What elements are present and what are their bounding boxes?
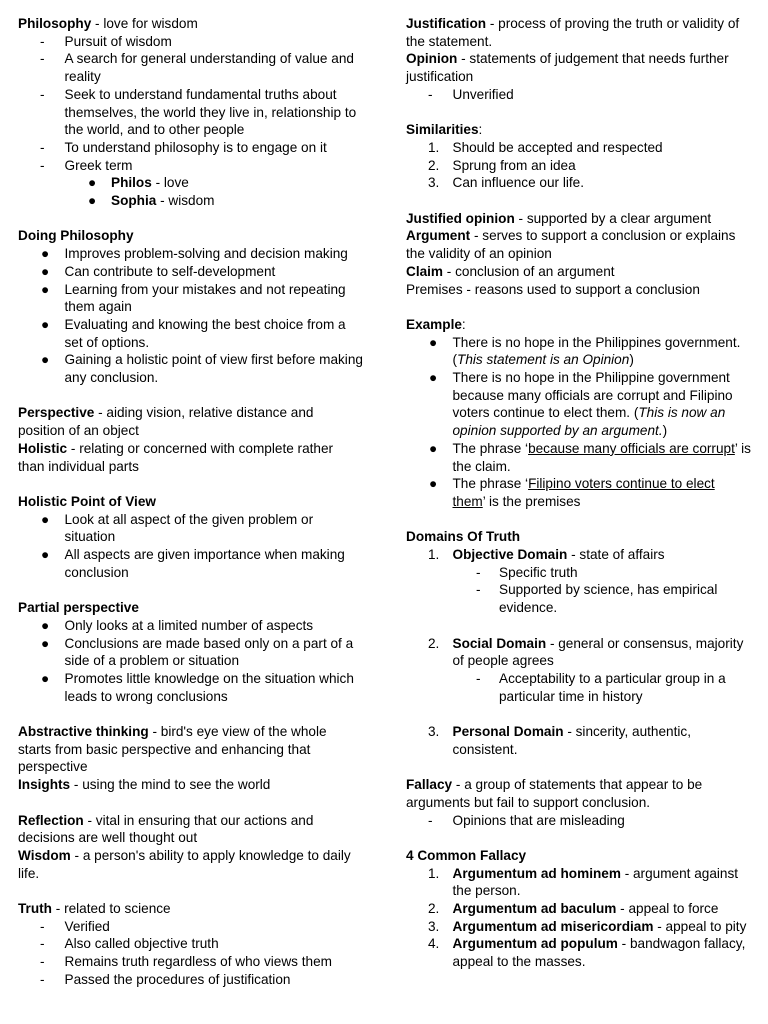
text-run: Evaluating and knowing the best choice from a set of options.: [64, 316, 346, 350]
text-run: - bandwagon fallacy, appeal to the masses.: [452, 936, 746, 970]
text-run: :: [461, 316, 466, 332]
blank-line: [406, 104, 751, 122]
blank-line: [18, 882, 363, 900]
term: Philos: [111, 175, 152, 191]
bullet-icon: ●: [41, 511, 50, 527]
paragraph: [406, 210, 751, 228]
dash-marker: -: [40, 51, 45, 67]
text-run: - love: [151, 175, 189, 191]
text-run: Pursuit of wisdom: [64, 33, 172, 49]
text-run: Only looks at a limited number of aspects: [64, 617, 314, 633]
list-item: [18, 192, 363, 210]
dash-marker: -: [40, 139, 45, 155]
text-run: All aspects are given importance when making conclusion: [64, 547, 345, 580]
term: Justification: [406, 16, 487, 31]
list-item: [406, 174, 751, 192]
text-run: There is no hope in the Philippines government. (: [452, 334, 741, 368]
list-item: [18, 33, 363, 51]
dash-marker: -: [40, 918, 45, 934]
text-run: Conclusions are made based only on a part of a side of a problem or situation: [64, 635, 354, 669]
bullet-icon: ●: [429, 334, 438, 350]
list-item: [406, 440, 751, 475]
blank-line: [18, 475, 363, 493]
text-run: - a group of statements that appear to be arguments but fail to support conclusion.: [406, 777, 703, 810]
list-item: [18, 617, 363, 635]
blank-line: [18, 705, 363, 723]
blank-line: [18, 794, 363, 812]
blank-line: [406, 617, 751, 635]
italic-note: This statement is an Opinion: [457, 352, 630, 368]
bullet-icon: ●: [88, 193, 97, 209]
text-run: - supported by a clear argument: [514, 210, 712, 226]
list-item: [406, 139, 751, 157]
list-item: [406, 865, 751, 900]
text-run: - appeal to force: [616, 901, 719, 917]
text-run: Improves problem-solving and decision making: [64, 246, 348, 262]
list-item: [406, 670, 751, 705]
blank-line: [406, 705, 751, 723]
paragraph: [18, 847, 363, 882]
list-number: 3.: [428, 918, 440, 934]
term: Holistic Point of View: [18, 493, 156, 509]
list-item: [406, 157, 751, 175]
text-run: Acceptability to a particular group in a particular time in history: [499, 670, 726, 704]
text-run: - argument against the person.: [452, 865, 739, 899]
list-item: [18, 971, 363, 989]
text-run: - general or consensus, majority of people agrees: [452, 635, 744, 669]
list-item: [406, 564, 751, 582]
paragraph: [18, 404, 363, 439]
blank-line: [18, 210, 363, 228]
list-item: [406, 546, 751, 564]
paragraph: [406, 15, 751, 50]
list-item: [406, 723, 751, 758]
left-column: [18, 15, 363, 989]
paragraph: [18, 599, 363, 617]
text-run: - serves to support a conclusion or explains the validity of an opinion: [406, 228, 736, 262]
text-run: The phrase ‘: [452, 476, 529, 492]
paragraph: [406, 50, 751, 85]
text-run: Passed the procedures of justification: [64, 971, 291, 987]
list-number: 2.: [428, 901, 440, 917]
text-run: - appeal to pity: [653, 918, 747, 934]
list-item: [18, 635, 363, 670]
list-item: [406, 475, 751, 510]
paragraph: [18, 227, 363, 245]
list-item: [406, 900, 751, 918]
term: Example: [406, 316, 462, 332]
term: Abstractive thinking: [18, 724, 149, 740]
term: Reflection: [18, 812, 84, 828]
paragraph: [18, 723, 363, 776]
text-run: - conclusion of an argument: [443, 263, 615, 279]
list-item: [18, 50, 363, 85]
text-run: A search for general understanding of value and reality: [64, 51, 354, 85]
text-run: - process of proving the truth or validity of the statement.: [406, 16, 740, 49]
text-run: Can influence our life.: [452, 175, 584, 191]
text-run: - related to science: [51, 901, 171, 917]
underlined-phrase: because many officials are corrupt: [528, 440, 735, 456]
text-run: - state of affairs: [567, 547, 665, 563]
text-run: - vital in ensuring that our actions and decisions are well thought out: [18, 812, 314, 846]
dash-marker: -: [40, 936, 45, 952]
list-number: 2.: [428, 157, 440, 173]
list-item: [18, 670, 363, 705]
term: Partial perspective: [18, 600, 139, 616]
text-run: - using the mind to see the world: [70, 777, 271, 793]
text-run: ): [629, 352, 634, 368]
list-number: 1.: [428, 547, 440, 563]
term: Philosophy: [18, 16, 92, 31]
text-run: ’ is the premises: [482, 493, 581, 509]
list-item: [18, 281, 363, 316]
dash-marker: -: [428, 86, 433, 102]
text-run: Verified: [64, 918, 110, 934]
italic-note: This is now an opinion supported by an argument.: [452, 405, 726, 439]
text-run: - sincerity, authentic, consistent.: [452, 724, 691, 757]
paragraph: [18, 440, 363, 475]
list-item: [18, 174, 363, 192]
text-run: Greek term: [64, 157, 133, 173]
term: Insights: [18, 777, 71, 793]
text-run: Can contribute to self-development: [64, 263, 276, 279]
term: Holistic: [18, 440, 68, 456]
dash-marker: -: [40, 157, 45, 173]
paragraph: [406, 263, 751, 281]
term: Claim: [406, 263, 444, 279]
bullet-icon: ●: [41, 352, 50, 368]
paragraph: [18, 776, 363, 794]
list-item: [406, 369, 751, 440]
text-run: Gaining a holistic point of view first before making any conclusion.: [64, 352, 363, 386]
bullet-icon: ●: [429, 370, 438, 386]
term: Objective Domain: [452, 547, 568, 563]
term: Doing Philosophy: [18, 228, 134, 244]
dash-marker: -: [428, 812, 433, 828]
blank-line: [406, 298, 751, 316]
text-run: Seek to understand fundamental truths about themselves, the world they live in, relationship to the world, and to other people: [64, 86, 357, 138]
term: Argumentum ad baculum: [452, 901, 617, 917]
paragraph: [18, 900, 363, 918]
blank-line: [18, 581, 363, 599]
bullet-icon: ●: [41, 617, 50, 633]
term: Domains Of Truth: [406, 529, 521, 545]
paragraph: [406, 316, 751, 334]
bullet-icon: ●: [41, 246, 50, 262]
list-number: 3.: [428, 175, 440, 191]
term: Argumentum ad misericordiam: [452, 918, 654, 934]
term: Argumentum ad hominem: [452, 865, 621, 881]
text-run: - a person's ability to apply knowledge to daily life.: [18, 847, 351, 881]
paragraph: [18, 493, 363, 511]
bullet-icon: ●: [41, 281, 50, 297]
paragraph: [406, 776, 751, 811]
text-run: To understand philosophy is to engage on it: [64, 139, 327, 155]
term: Argument: [406, 228, 471, 244]
text-run: Remains truth regardless of who views them: [64, 954, 332, 970]
bullet-icon: ●: [429, 440, 438, 456]
text-run: - aiding vision, relative distance and position of an object: [18, 405, 314, 439]
list-item: [406, 918, 751, 936]
bullet-icon: ●: [88, 175, 97, 191]
text-run: Unverified: [452, 86, 514, 102]
list-item: [18, 263, 363, 281]
text-run: - wisdom: [156, 193, 215, 209]
paragraph: [18, 15, 363, 33]
dash-marker: -: [40, 33, 45, 49]
bullet-icon: ●: [41, 263, 50, 279]
list-item: [18, 935, 363, 953]
dash-marker: -: [40, 954, 45, 970]
blank-line: [406, 511, 751, 529]
paragraph: [406, 121, 751, 139]
list-item: [18, 511, 363, 546]
underlined-phrase: Filipino voters continue to elect them: [452, 476, 715, 509]
list-item: [18, 157, 363, 175]
term: Sophia: [111, 193, 157, 209]
bullet-icon: ●: [41, 635, 50, 651]
text-run: There is no hope in the Philippine government because many officials are corrupt and Filipino voters continue to elect them. (: [452, 370, 733, 421]
list-item: [18, 86, 363, 139]
term: Social Domain: [452, 635, 547, 651]
list-item: [406, 635, 751, 670]
right-column: [406, 15, 751, 971]
text-run: - relating or concerned with complete rather than individual parts: [18, 440, 334, 474]
list-number: 2.: [428, 635, 440, 651]
paragraph: [406, 528, 751, 546]
list-item: [406, 86, 751, 104]
bullet-icon: ●: [41, 670, 50, 686]
text-run: - bird's eye view of the whole starts from basic perspective and enhancing that perspective: [18, 724, 327, 775]
text-run: Specific truth: [499, 564, 578, 580]
list-item: [406, 812, 751, 830]
list-item: [18, 546, 363, 581]
term: Fallacy: [406, 777, 453, 793]
text-run: :: [478, 122, 483, 138]
term: Justified opinion: [406, 210, 515, 226]
list-item: [18, 139, 363, 157]
list-number: 3.: [428, 724, 440, 740]
list-item: [18, 245, 363, 263]
term: Opinion: [406, 51, 458, 67]
blank-line: [18, 387, 363, 405]
blank-line: [406, 829, 751, 847]
text-run: Opinions that are misleading: [452, 812, 625, 828]
text-run: Look at all aspect of the given problem or situation: [64, 511, 314, 545]
paragraph: [18, 812, 363, 847]
bullet-icon: ●: [41, 547, 50, 563]
list-item: [406, 334, 751, 369]
paragraph: [406, 281, 751, 299]
dash-marker: -: [40, 971, 45, 987]
list-item: [18, 953, 363, 971]
list-item: [18, 316, 363, 351]
term: 4 Common Fallacy: [406, 847, 527, 863]
text-run: Sprung from an idea: [452, 157, 576, 173]
paragraph: [406, 227, 751, 262]
blank-line: [406, 192, 751, 210]
list-number: 4.: [428, 936, 440, 952]
term: Personal Domain: [452, 724, 564, 740]
text-run: Learning from your mistakes and not repeating them again: [64, 281, 346, 315]
list-item: [406, 581, 751, 616]
text-run: Premises - reasons used to support a conclusion: [406, 281, 700, 297]
list-number: 1.: [428, 865, 440, 881]
text-run: ’ is the claim.: [452, 440, 751, 474]
text-run: ): [662, 423, 668, 439]
text-run: - statements of judgement that needs further justification: [406, 51, 729, 85]
text-run: Supported by science, has empirical evidence.: [499, 582, 718, 616]
text-run: Also called objective truth: [64, 936, 219, 952]
text-run: - love for wisdom: [91, 16, 198, 31]
paragraph: [406, 847, 751, 865]
bullet-icon: ●: [429, 476, 438, 492]
term: Similarities: [406, 122, 479, 138]
dash-marker: -: [40, 86, 45, 102]
text-run: Should be accepted and respected: [452, 139, 663, 155]
term: Wisdom: [18, 847, 71, 863]
list-item: [406, 935, 751, 970]
dash-marker: -: [476, 582, 481, 598]
list-item: [18, 351, 363, 386]
term: Truth: [18, 901, 52, 917]
dash-marker: -: [476, 564, 481, 580]
text-run: Promotes little knowledge on the situation which leads to wrong conclusions: [64, 670, 354, 704]
list-item: [18, 918, 363, 936]
blank-line: [406, 758, 751, 776]
list-number: 1.: [428, 139, 440, 155]
term: Perspective: [18, 405, 95, 421]
text-run: The phrase ‘: [452, 440, 529, 456]
dash-marker: -: [476, 670, 481, 686]
bullet-icon: ●: [41, 316, 50, 332]
term: Argumentum ad populum: [452, 936, 618, 952]
